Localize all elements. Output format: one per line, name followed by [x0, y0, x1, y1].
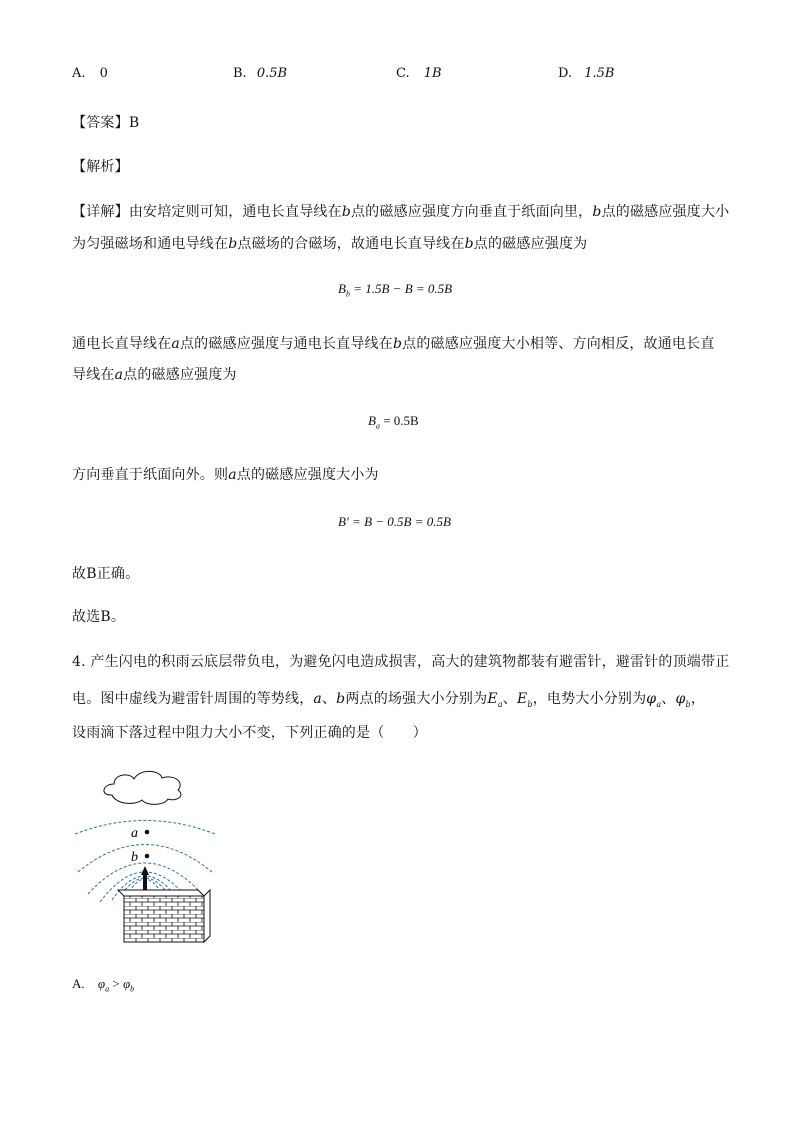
option-letter: A.	[72, 976, 85, 991]
option-a-prev	[72, 66, 108, 81]
sub: a	[656, 699, 662, 709]
eq-lhs: B′	[338, 514, 349, 529]
label-a: a	[131, 826, 138, 841]
building-front	[124, 896, 204, 942]
var: a	[114, 367, 124, 383]
equation-2	[368, 413, 419, 431]
eq-lhs: B	[338, 281, 346, 296]
detail-line-1	[72, 201, 729, 221]
var: b	[341, 204, 351, 220]
text: 、	[502, 691, 517, 707]
option-letter: B.	[233, 66, 247, 81]
building-side	[204, 890, 210, 942]
text: ，	[690, 691, 706, 707]
text: ，电势大小分别为	[532, 691, 647, 707]
var: b	[228, 236, 238, 252]
detail-line-5	[72, 464, 379, 484]
detail-line-4	[72, 364, 237, 384]
text: 、	[321, 691, 337, 707]
option-text: 1B	[423, 66, 442, 81]
text: 点的磁感应强度方向垂直于纸面向里，	[350, 204, 593, 220]
option-letter: A.	[72, 66, 86, 81]
building-top	[118, 890, 204, 896]
text: 两点的场强大小分别为	[345, 691, 488, 707]
eq-sub: b	[345, 289, 350, 299]
rod-tip	[141, 866, 149, 875]
point-a	[145, 830, 150, 835]
option-letter: C.	[396, 66, 410, 81]
text: 点的磁感应强度大小相等、方向相反，故通电长直	[402, 336, 715, 352]
text: 为匀强磁场和通电导线在	[72, 236, 229, 252]
eq-lhs: B	[368, 413, 376, 428]
cloud-icon	[104, 771, 181, 804]
option-text: 1.5B	[584, 66, 615, 81]
eq-rhs: = B − 0.5B = 0.5B	[352, 514, 451, 529]
question-4-line-2	[72, 688, 705, 709]
sub: b	[685, 699, 691, 709]
text: 、	[661, 691, 676, 707]
var: φ	[97, 976, 106, 991]
text: 点的磁感应强度为	[123, 367, 237, 383]
var: a	[228, 467, 237, 483]
detail-line-3	[72, 333, 715, 353]
answer-line	[72, 112, 139, 132]
detail-line-2	[72, 233, 587, 253]
detail-label: 【详解】	[72, 204, 129, 220]
eq-rhs: = 0.5B	[383, 413, 419, 428]
detail-line-6: 故B正确。	[72, 566, 140, 582]
text: 通电长直导线在	[72, 336, 172, 352]
point-b	[145, 854, 150, 859]
label-b: b	[131, 850, 138, 865]
var: b	[464, 236, 474, 252]
eq-sub: a	[375, 421, 380, 431]
var: φ	[675, 691, 686, 707]
var: b	[592, 204, 602, 220]
detail-line-7: 故选B。	[72, 609, 126, 625]
var: φ	[122, 976, 131, 991]
analysis-label: 【解析】	[72, 159, 129, 175]
option-text: 0.5B	[256, 66, 288, 81]
sub: a	[105, 984, 110, 994]
var: a	[171, 336, 180, 352]
var: φ	[646, 691, 657, 707]
var: a	[313, 691, 322, 707]
sub: a	[497, 699, 503, 709]
option-text: 0	[99, 66, 108, 81]
sub: b	[130, 984, 135, 994]
text: 导线在	[72, 367, 115, 383]
lightning-rod-figure	[70, 762, 220, 947]
text: 点的磁感应强度与通电长直导线在	[179, 336, 393, 352]
answer-label: 【答案】	[72, 115, 129, 131]
option-d-prev	[558, 66, 614, 81]
question-4-line-3: 设雨滴下落过程中阻力大小不变，下列正确的是（ ）	[72, 725, 427, 741]
text: 点的磁感应强度大小	[601, 204, 730, 220]
option-c-prev	[396, 66, 442, 81]
equation-3	[338, 514, 451, 530]
var: b	[336, 691, 346, 707]
text: 方向垂直于纸面向外。则	[72, 467, 229, 483]
text: 点磁场的合磁场，故通电长直导线在	[237, 236, 465, 252]
text: 由安培定则可知，通电长直导线在	[128, 204, 342, 220]
text: 电。图中虚线为避雷针周围的等势线，	[72, 691, 314, 707]
q4-option-a	[72, 976, 134, 994]
var: b	[392, 336, 403, 352]
option-b-prev	[233, 66, 287, 81]
text: 点的磁感应强度为	[473, 236, 588, 252]
answer-value: B	[128, 115, 140, 131]
eq-rhs: = 1.5B − B = 0.5B	[353, 281, 453, 296]
var: E	[516, 691, 528, 707]
text: >	[109, 976, 123, 991]
option-letter: D.	[558, 66, 573, 81]
equation-1	[338, 281, 452, 299]
text: 点的磁感应强度大小为	[236, 467, 379, 483]
sub: b	[527, 699, 533, 709]
question-4-line-1: 4. 产生闪电的积雨云底层带负电，为避免闪电造成损害，高大的建筑物都装有避雷针，避雷针的顶端带正	[72, 654, 730, 670]
var: E	[487, 691, 498, 707]
